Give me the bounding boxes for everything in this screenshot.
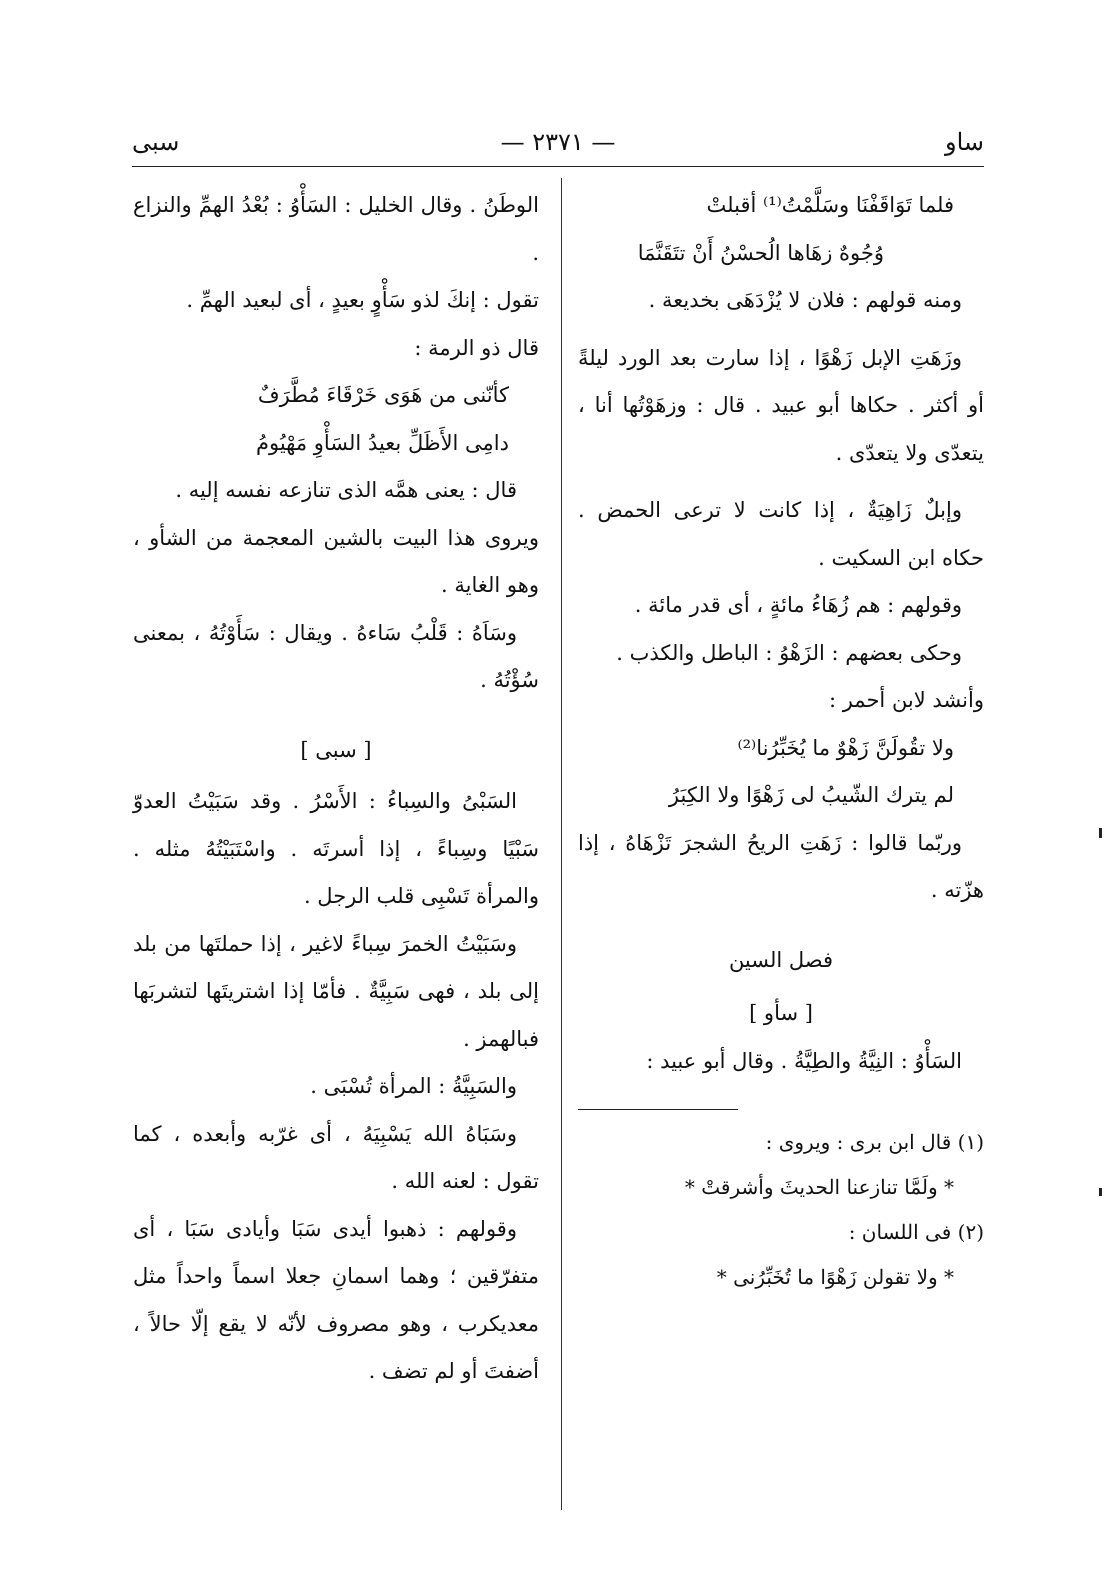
- paragraph: تقول : إنكَ لذو سَأْوٍ بعيدٍ ، أى لبعيد الهمِّ .: [186, 288, 539, 312]
- verse-line: دامِى الأَظَلِّ بعيدُ السَأْوِ مَهْيُومُ: [255, 430, 509, 455]
- verse-line: وُجُوهٌ زهَاها الُحسْنُ أَنْ تتَقَنَّمَا: [637, 240, 884, 265]
- paragraph: قال : يعنى همَّه الذى تنازعه نفسه إليه .: [175, 478, 517, 502]
- right-column: [578, 182, 984, 1300]
- column-divider: [561, 178, 562, 1510]
- paragraph: وسَاَهُ : قَلْبُ سَاءهُ . ويقال : سَأَوْتُهُ ، بمعنى سُؤْتُهُ .: [133, 620, 539, 692]
- paragraph: وقولهم : هم زُهَاءُ مائةٍ ، أى قدر مائة .: [634, 593, 962, 617]
- margin-mark: [1099, 1188, 1102, 1196]
- paragraph: الوطَنُ . وقال الخليل : السَأْوُ : بُعْدُ الهمِّ والنزاع .: [133, 193, 539, 265]
- entry-headword: [ سبى ]: [300, 737, 372, 762]
- paragraph: وإبلٌ زَاهِيَةٌ ، إذا كانت لا ترعى الحمض . حكاه ابن السكيت .: [578, 498, 984, 570]
- verse-line: كأنّنى من هَوَى خَرْقَاءَ مُطَّرَفٌ: [257, 383, 509, 407]
- footnote-quote: * ولَمَّا تنازعنا الحديثَ وأشرقتْ *: [684, 1175, 954, 1199]
- footnote: (١) قال ابن برى : ويروى :: [765, 1130, 984, 1154]
- paragraph: وأنشد لابن أحمر :: [828, 688, 984, 712]
- footnote-quote: * ولا تقولن زَهْوًا ما تُخَبِّرُنى *: [716, 1265, 954, 1289]
- verse-line: ولا تقُولَنَّ زَهْوٌ ما يُخَبِّرُنا⁽²⁾: [737, 735, 954, 760]
- header-rule: [132, 166, 984, 167]
- paragraph: وزَهَتِ الإبل زَهْوًا ، إذا سارت بعد الورد ليلةً أو أكثر . حكاها أبو عبيد . قال : وزهَوْتُها أنا ، يتعدّى ولا يتعدّى .: [578, 345, 984, 465]
- verse-line: فلما تَوَاقَفْنَا وسَلَّمْتُ⁽¹⁾ أقبلتْ: [706, 193, 954, 217]
- paragraph: وقولهم : ذهبوا أيدى سَبَا وأيادى سَبَا ، أى متفرّقين ؛ وهما اسمانِ جعلا اسماً واحداً مثل معديكرب ، وهو مصروف لأنّه لا يقع إلّا حالاً ، أضفتَ أو لم تضف .: [133, 1216, 539, 1383]
- paragraph: ومنه قولهم : فلان لا يُزْدَهَى بخديعة .: [648, 288, 962, 312]
- paragraph: وربّما قالوا : زَهَتِ الريحُ الشجرَ تَزْهَاهُ ، إذا هزّته .: [578, 830, 984, 902]
- left-running-headword: سبى: [132, 128, 180, 156]
- footnote-rule: [578, 1109, 738, 1110]
- paragraph: ويروى هذا البيت بالشين المعجمة من الشأو ، وهو الغاية .: [133, 525, 539, 597]
- paragraph: قال ذو الرمة :: [414, 335, 539, 360]
- section-title: فصل السين: [728, 947, 834, 972]
- paragraph: وسَبَاهُ الله يَسْبِيَهُ ، أى غرّبه وأبعده ، كما تقول : لعنه الله .: [133, 1121, 539, 1193]
- paragraph: وحكى بعضهم : الزَهْوُ : الباطل والكذب .: [616, 640, 962, 665]
- page-number: — ٢٣٧١ —: [500, 128, 616, 156]
- verse-line: لم يترك الشّيبُ لى زَهْوًا ولا الكِبَرُ: [668, 783, 954, 807]
- left-column: [133, 182, 539, 1396]
- paragraph: السَأْوُ : النِيَّةُ والطِيَّةُ . وقال أبو عبيد :: [646, 1048, 962, 1073]
- page-header: [132, 128, 984, 164]
- entry-headword: [ سأو ]: [749, 1001, 813, 1025]
- paragraph: وسَبَيْتُ الخمرَ سِباءً لاغير ، إذا حملتَها من بلد إلى بلد ، فهى سَبِيَّةٌ . فأمّا إذا اشتريتَها لتشربَها فبالهمز .: [133, 931, 539, 1051]
- paragraph: والسَبِيَّةُ : المرأة تُسْبَى .: [310, 1074, 517, 1098]
- footnote: (٢) فى اللسان :: [848, 1220, 984, 1244]
- margin-mark: [1099, 828, 1102, 838]
- paragraph: السَبْىُ والسِباءُ : الأَسْرُ . وقد سَبَيْتُ العدوّ سَبْيًا وسِباءً ، إذا أسرتَه . واسْتَبَيْتُهُ مثله . والمرأة تَسْبِى قلب الرجل .: [133, 789, 539, 908]
- right-running-headword: ساو: [944, 128, 984, 156]
